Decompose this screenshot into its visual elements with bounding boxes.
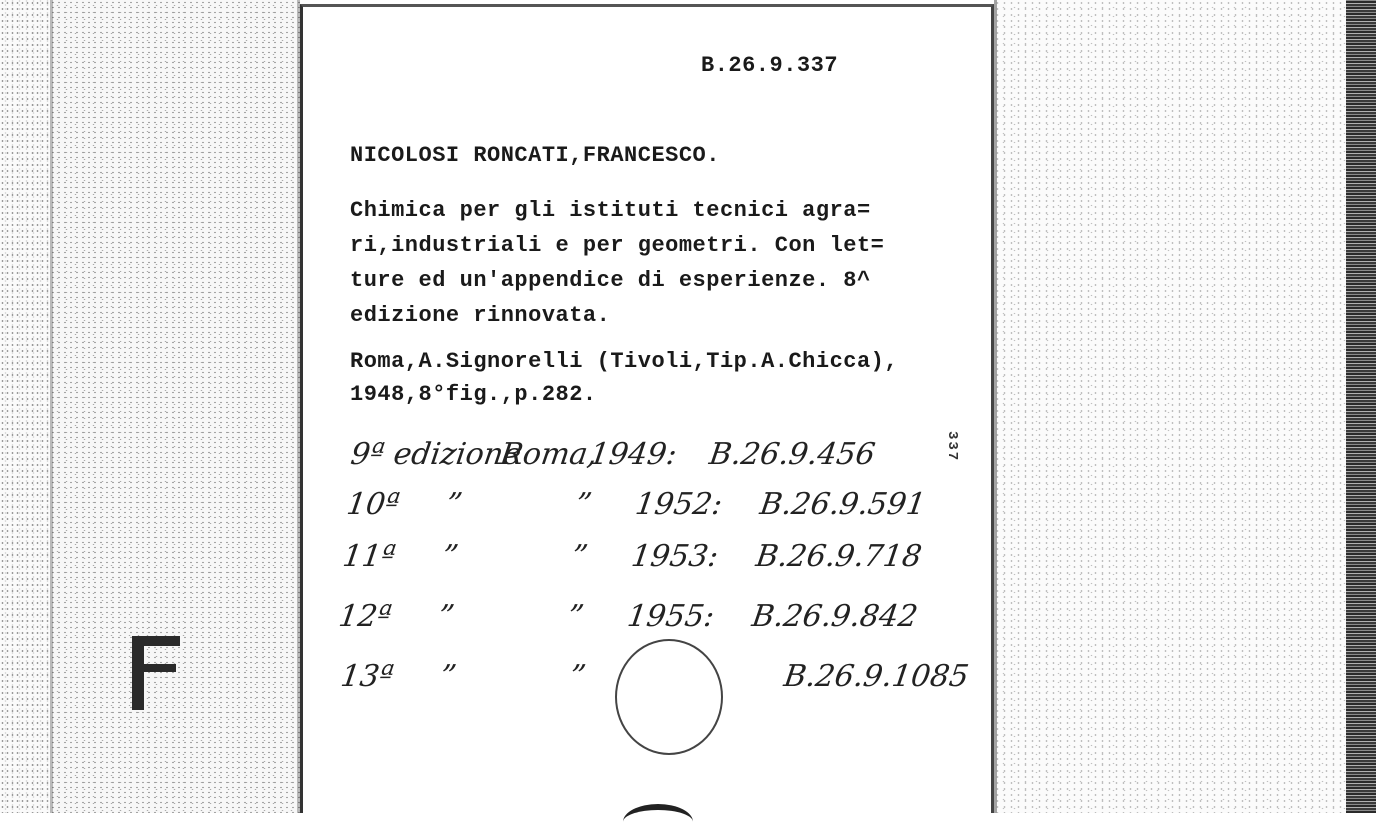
side-mark: 337 (944, 431, 960, 463)
entry-year: 1952: (633, 487, 725, 522)
entry-shelfmark: B.26.9.718 (753, 539, 924, 574)
entry-ditto: ” (569, 539, 590, 574)
scan-right-edge (1346, 0, 1376, 813)
entry-shelfmark: B.26.9.456 (707, 437, 878, 472)
title-line: Chimica per gli istituti tecnici agra= (350, 198, 871, 223)
title-line: edizione rinnovata. (350, 303, 611, 328)
entry-ditto: ” (565, 599, 586, 634)
handwritten-entry (337, 599, 920, 634)
entry-edition: 12ª (336, 599, 394, 634)
title-line: ri,industriali e per geometri. Con let= (350, 233, 885, 258)
entry-ditto: ” (436, 599, 457, 634)
entry-edition: 11ª (340, 539, 398, 574)
imprint-line: 1948,8°fig.,p.282. (350, 382, 597, 407)
entry-edition: 10ª (344, 487, 402, 522)
entry-ditto: ” (573, 487, 594, 522)
entry-edition: 13ª (338, 659, 396, 694)
imprint-line: Roma,A.Signorelli (Tivoli,Tip.A.Chicca), (350, 349, 899, 374)
entry-ditto: ” (438, 659, 459, 694)
entry-ditto: ” (567, 659, 588, 694)
handwritten-entry (349, 437, 878, 472)
author-heading: NICOLOSI RONCATI,FRANCESCO. (350, 143, 720, 168)
entry-edition: 9ª edizione (348, 437, 524, 472)
title-block (350, 193, 884, 333)
bottom-notch (623, 804, 693, 840)
shelfmark: B.26.9.337 (701, 53, 839, 78)
handwritten-entry (345, 487, 928, 522)
scan-left-panel (50, 0, 300, 813)
entry-year: 1953: (629, 539, 721, 574)
handwritten-entry (341, 539, 924, 574)
scan-right-panel (994, 0, 1346, 813)
entry-year: 1949: (587, 437, 680, 472)
entry-shelfmark: B.26.9.591 (757, 487, 928, 522)
entry-place: Roma, (498, 437, 600, 472)
entry-shelfmark: B.26.9.1085 (781, 659, 971, 694)
entry-ditto: ” (444, 487, 465, 522)
entry-ditto: ” (440, 539, 461, 574)
punch-hole (615, 639, 723, 755)
imprint-block (350, 345, 898, 411)
entry-shelfmark: B.26.9.842 (749, 599, 920, 634)
entry-year: 1955: (625, 599, 717, 634)
f-mark-icon (132, 636, 182, 710)
catalog-card (300, 4, 994, 813)
scan-left-margin (0, 0, 50, 813)
title-line: ture ed un'appendice di esperienze. 8^ (350, 268, 871, 293)
